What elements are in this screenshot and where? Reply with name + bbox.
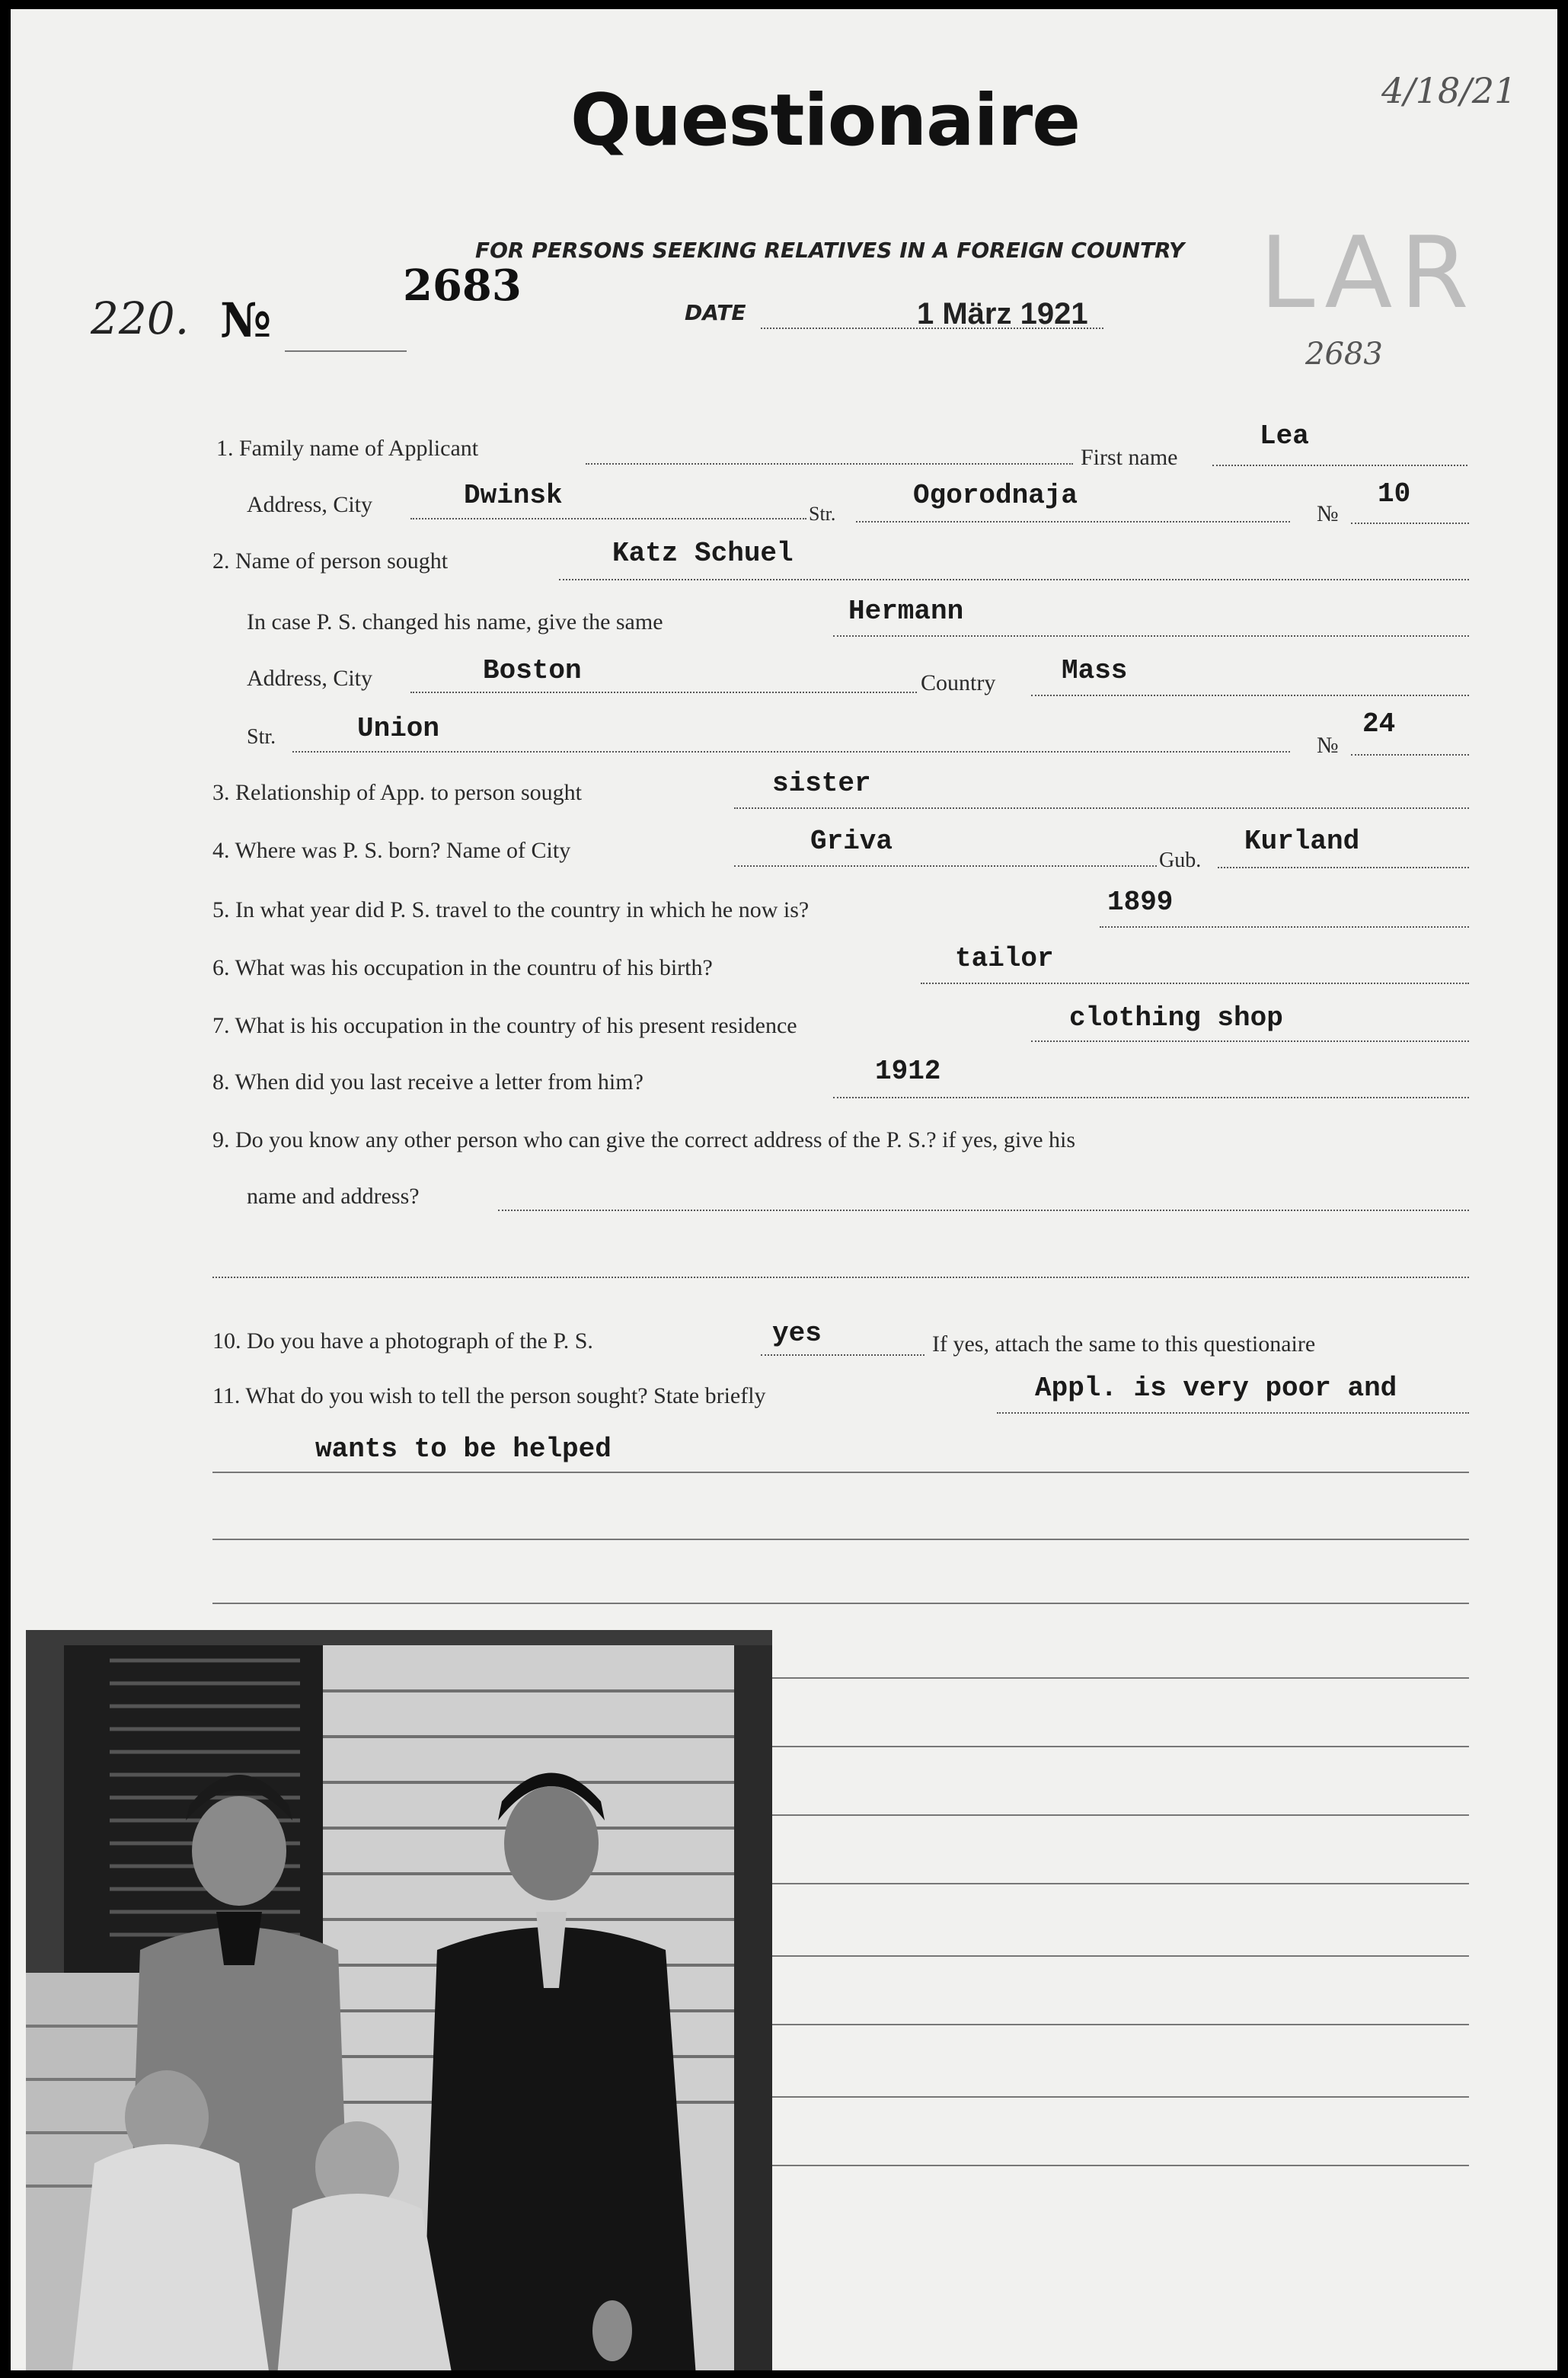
applicant-str-label: Str. <box>809 503 836 525</box>
q6-label: 6. What was his occupation in the countru of his birth? <box>212 955 713 980</box>
corner-handwritten-date: 4/18/21 <box>1381 70 1517 111</box>
form-subtitle: FOR PERSONS SEEKING RELATIVES IN A FOREIGN COUNTRY <box>475 238 1185 263</box>
form-date: 1 März 1921 <box>917 297 1088 331</box>
number-label: № <box>220 292 272 348</box>
q11-label: 11. What do you wish to tell the person sought? State briefly <box>212 1383 766 1408</box>
q9-label-cont: name and address? <box>247 1184 420 1209</box>
form-title: Questionaire <box>570 79 1080 162</box>
sought-street-value: Union <box>357 713 440 744</box>
sought-city-value: Boston <box>483 655 582 686</box>
q5-label: 5. In what year did P. S. travel to the country in which he now is? <box>212 897 810 922</box>
applicant-street-value: Ogorodnaja <box>913 480 1078 511</box>
q8-label: 8. When did you last receive a letter from him? <box>212 1069 643 1095</box>
message-line1: Appl. is very poor and <box>1035 1373 1397 1404</box>
changed-name-value: Hermann <box>848 596 964 627</box>
country-label: Country <box>921 670 996 695</box>
relationship-value: sister <box>772 768 871 799</box>
birth-gub-value: Kurland <box>1244 826 1360 857</box>
q3-label: 3. Relationship of App. to person sought <box>212 780 582 805</box>
q1-label: 1. Family name of Applicant <box>216 436 479 461</box>
message-line2: wants to be helped <box>315 1434 612 1465</box>
changed-name-label: In case P. S. changed his name, give the same <box>247 609 663 634</box>
q9-label: 9. Do you know any other person who can give the correct address of the P. S.? if yes, give his <box>212 1127 1076 1152</box>
occupation-birth-value: tailor <box>955 943 1054 974</box>
attached-family-photograph <box>26 1630 772 2370</box>
gub-label: Gub. <box>1159 849 1202 872</box>
sought-str-label: Str. <box>247 725 276 749</box>
travel-year-value: 1899 <box>1107 887 1174 918</box>
q2-label: 2. Name of person sought <box>212 548 449 574</box>
form-number: 2683 <box>403 260 522 311</box>
sought-name-value: Katz Schuel <box>612 538 794 569</box>
photo-answer-value: yes <box>772 1318 822 1349</box>
occupation-now-value: clothing shop <box>1069 1002 1283 1034</box>
first-name-label: First name <box>1081 445 1178 470</box>
lar-stamp: LAR <box>1260 215 1477 331</box>
applicant-no-label: № <box>1317 501 1339 526</box>
applicant-no-value: 10 <box>1378 478 1411 510</box>
q7-label: 7. What is his occupation in the country of his present residence <box>212 1013 797 1038</box>
date-label: DATE <box>685 300 746 325</box>
sought-no-label: № <box>1317 733 1339 758</box>
applicant-city-value: Dwinsk <box>464 480 563 511</box>
first-name-value: Lea <box>1260 420 1309 452</box>
q4-label: 4. Where was P. S. born? Name of City <box>212 838 571 863</box>
stamp-number: 2683 <box>1305 337 1383 372</box>
sought-no-value: 24 <box>1362 708 1396 740</box>
sought-address-label: Address, City <box>247 666 372 691</box>
birth-city-value: Griva <box>810 826 893 857</box>
handwritten-prefix: 220. <box>91 292 190 344</box>
q10-suffix: If yes, attach the same to this questionaire <box>932 1331 1316 1357</box>
sought-country-value: Mass <box>1062 655 1128 686</box>
questionnaire-sheet <box>11 9 1557 2370</box>
q10-label: 10. Do you have a photograph of the P. S. <box>212 1328 593 1354</box>
applicant-address-label: Address, City <box>247 492 372 517</box>
last-letter-value: 1912 <box>875 1056 941 1087</box>
